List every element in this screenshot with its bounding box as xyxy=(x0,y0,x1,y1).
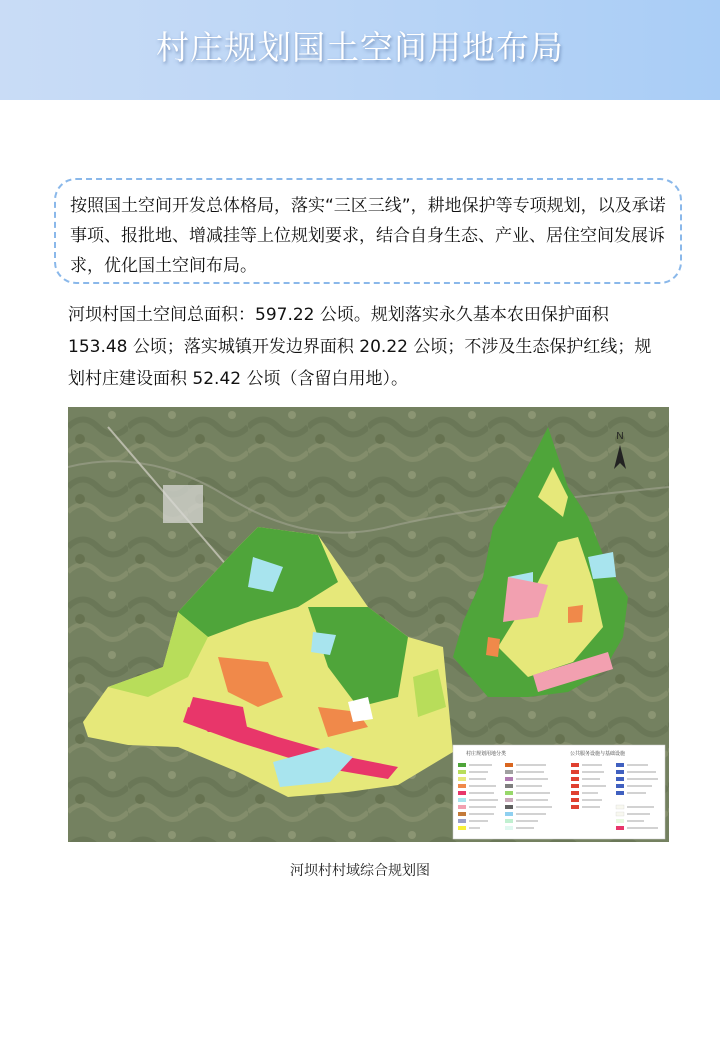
map-legend xyxy=(453,745,665,839)
map-graphic xyxy=(68,407,669,842)
north-label: N xyxy=(616,431,624,442)
page-title: 村庄规划国土空间用地布局 xyxy=(156,28,564,67)
settlement-cluster xyxy=(163,485,203,523)
intro-callout-box xyxy=(54,178,682,284)
map-caption: 河坝村村域综合规划图 xyxy=(290,863,430,879)
legend-facility-title: 公共服务设施与基础设施 xyxy=(570,751,626,757)
legend-land-title: 村庄规划用地分类 xyxy=(466,751,507,757)
village-planning-map xyxy=(68,407,669,842)
intro-text: 按照国土空间开发总体格局，落实“三区三线”，耕地保护等专项规划，以及承诺事项、报批地、增减挂等上位规划要求，结合自身生态、产业、居住空间发展诉求，优化国土空间布局。 xyxy=(70,196,666,276)
land-area-statistics: 河坝村国土空间总面积：597.22 公顷。规划落实永久基本农田保护面积 153.48 公顷；落实城镇开发边界面积 20.22 公顷；不涉及生态保护红线；规划村庄建设面积 52.42 公顷（含留白用地）。 xyxy=(68,305,652,389)
